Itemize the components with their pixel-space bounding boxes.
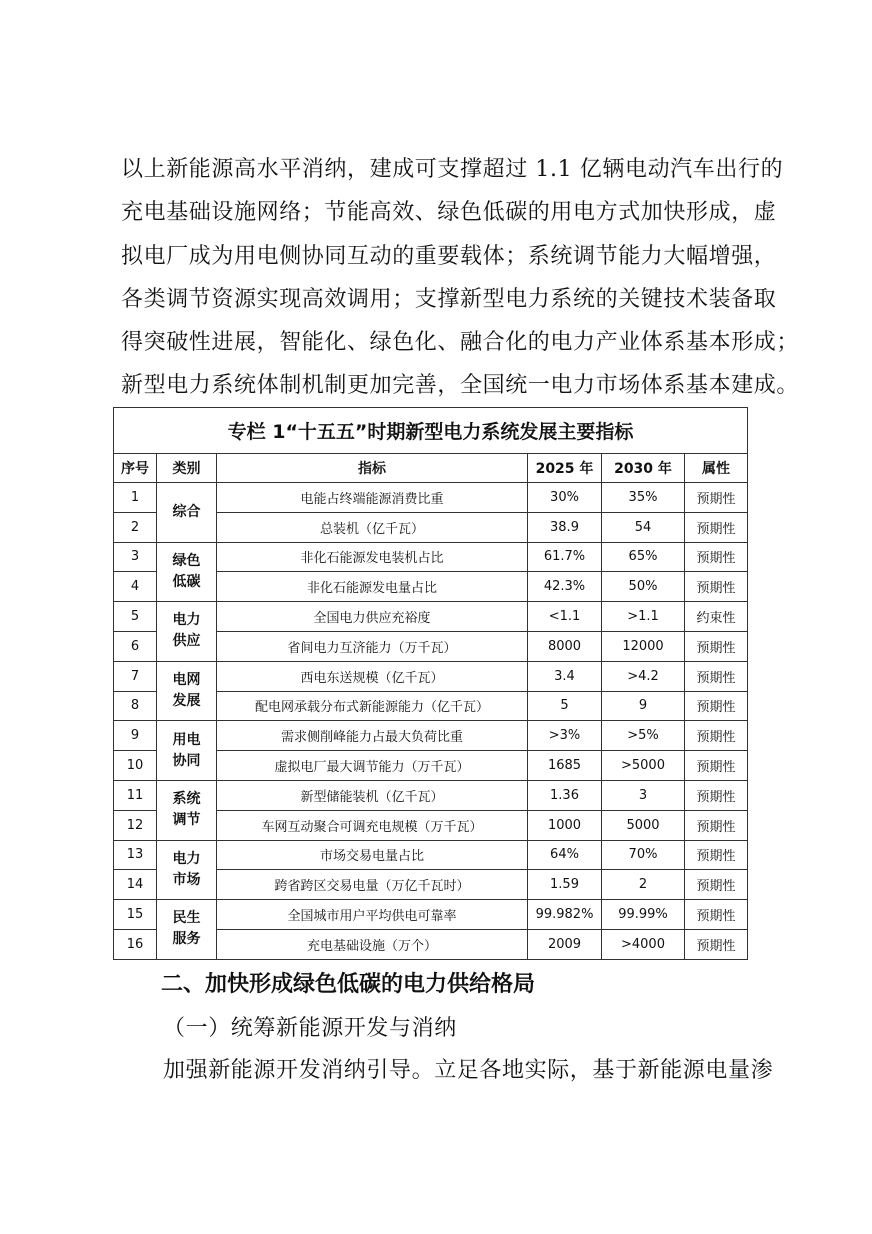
row-value-2025: 1.36: [528, 780, 602, 810]
row-category: 用电 协同: [157, 721, 217, 781]
row-value-2025: 1.59: [528, 870, 602, 900]
row-value-2025: 42.3%: [528, 572, 602, 602]
row-attribute: 预期性: [685, 631, 748, 661]
row-number: 5: [114, 602, 157, 632]
row-number: 12: [114, 810, 157, 840]
closing-line: 加强新能源开发消纳引导。立足各地实际，基于新能源电量渗: [163, 1058, 774, 1083]
row-value-2025: 38.9: [528, 512, 602, 542]
text-line: 拟电厂成为用电侧协同互动的重要载体；系统调节能力大幅增强，: [121, 243, 777, 269]
row-indicator: 需求侧削峰能力占最大负荷比重: [217, 721, 528, 751]
intro-paragraph: [121, 148, 800, 408]
row-attribute: 预期性: [685, 900, 748, 930]
row-attribute: 预期性: [685, 751, 748, 781]
row-number: 7: [114, 661, 157, 691]
row-value-2030: 5000: [602, 810, 685, 840]
row-number: 8: [114, 691, 157, 721]
table-row: [114, 542, 748, 572]
text-line: 新型电力系统体制机制更加完善，全国统一电力市场体系基本建成。: [121, 373, 800, 399]
text-line: 以上新能源高水平消纳，建成可支撑超过 1.1 亿辆电动汽车出行的: [121, 157, 784, 182]
row-indicator: 总装机（亿千瓦）: [217, 512, 528, 542]
row-value-2025: 1000: [528, 810, 602, 840]
table-header-row: [114, 454, 748, 483]
row-number: 13: [114, 840, 157, 870]
row-value-2025: >3%: [528, 721, 602, 751]
row-number: 10: [114, 751, 157, 781]
row-attribute: 预期性: [685, 840, 748, 870]
row-category: 民生 服务: [157, 900, 217, 960]
row-value-2030: >5%: [602, 721, 685, 751]
table-row: [114, 780, 748, 810]
row-attribute: 约束性: [685, 602, 748, 632]
row-value-2025: 30%: [528, 483, 602, 513]
row-indicator: 全国城市用户平均供电可靠率: [217, 900, 528, 930]
row-indicator: 车网互动聚合可调充电规模（万千瓦）: [217, 810, 528, 840]
row-category: 绿色 低碳: [157, 542, 217, 602]
row-indicator: 跨省跨区交易电量（万亿千瓦时）: [217, 870, 528, 900]
row-value-2025: 8000: [528, 631, 602, 661]
row-indicator: 非化石能源发电装机占比: [217, 542, 528, 572]
row-value-2025: 64%: [528, 840, 602, 870]
row-indicator: 西电东送规模（亿千瓦）: [217, 661, 528, 691]
table-row: [114, 483, 748, 513]
row-category: 电网 发展: [157, 661, 217, 721]
row-number: 6: [114, 631, 157, 661]
row-attribute: 预期性: [685, 870, 748, 900]
row-value-2030: 2: [602, 870, 685, 900]
row-indicator: 配电网承载分布式新能源能力（亿千瓦）: [217, 691, 528, 721]
row-attribute: 预期性: [685, 572, 748, 602]
row-indicator: 虚拟电厂最大调节能力（万千瓦）: [217, 751, 528, 781]
row-attribute: 预期性: [685, 810, 748, 840]
row-attribute: 预期性: [685, 721, 748, 751]
row-indicator: 全国电力供应充裕度: [217, 602, 528, 632]
row-attribute: 预期性: [685, 483, 748, 513]
table-row: [114, 602, 748, 632]
row-value-2030: 9: [602, 691, 685, 721]
row-indicator: 电能占终端能源消费比重: [217, 483, 528, 513]
row-value-2025: 3.4: [528, 661, 602, 691]
row-value-2030: 35%: [602, 483, 685, 513]
header-no: 序号: [114, 454, 157, 483]
row-value-2030: 70%: [602, 840, 685, 870]
row-value-2025: 5: [528, 691, 602, 721]
row-value-2025: 99.982%: [528, 900, 602, 930]
row-value-2025: <1.1: [528, 602, 602, 632]
row-indicator: 非化石能源发电量占比: [217, 572, 528, 602]
row-value-2030: >4.2: [602, 661, 685, 691]
row-number: 2: [114, 512, 157, 542]
row-number: 14: [114, 870, 157, 900]
header-category: 类别: [157, 454, 217, 483]
header-2030: 2030 年: [602, 454, 685, 483]
row-attribute: 预期性: [685, 512, 748, 542]
row-value-2030: 12000: [602, 631, 685, 661]
row-number: 9: [114, 721, 157, 751]
table-row: [114, 661, 748, 691]
row-value-2030: 65%: [602, 542, 685, 572]
table-row: [114, 721, 748, 751]
table-caption: 专栏 1“十五五”时期新型电力系统发展主要指标: [114, 408, 748, 454]
row-attribute: 预期性: [685, 691, 748, 721]
row-category: 综合: [157, 483, 217, 543]
row-number: 16: [114, 929, 157, 959]
row-indicator: 充电基础设施（万个）: [217, 929, 528, 959]
text-line: 各类调节资源实现高效调用；支撑新型电力系统的关键技术装备取: [121, 286, 777, 312]
row-value-2025: 2009: [528, 929, 602, 959]
row-category: 电力 供应: [157, 602, 217, 662]
row-value-2030: 50%: [602, 572, 685, 602]
header-2025: 2025 年: [528, 454, 602, 483]
row-attribute: 预期性: [685, 780, 748, 810]
row-value-2025: 1685: [528, 751, 602, 781]
row-category: 系统 调节: [157, 780, 217, 840]
row-number: 15: [114, 900, 157, 930]
row-indicator: 市场交易电量占比: [217, 840, 528, 870]
row-indicator: 新型储能装机（亿千瓦）: [217, 780, 528, 810]
table-row: [114, 840, 748, 870]
header-attr: 属性: [685, 454, 748, 483]
row-value-2030: 54: [602, 512, 685, 542]
row-value-2030: >4000: [602, 929, 685, 959]
header-indicator: 指标: [217, 454, 528, 483]
row-number: 11: [114, 780, 157, 810]
row-value-2030: >1.1: [602, 602, 685, 632]
section-heading: 二、加快形成绿色低碳的电力供给格局: [161, 972, 536, 997]
row-attribute: 预期性: [685, 661, 748, 691]
row-category: 电力 市场: [157, 840, 217, 900]
row-number: 1: [114, 483, 157, 513]
row-value-2030: 99.99%: [602, 900, 685, 930]
row-value-2030: >5000: [602, 751, 685, 781]
row-attribute: 预期性: [685, 929, 748, 959]
row-indicator: 省间电力互济能力（万千瓦）: [217, 631, 528, 661]
row-value-2030: 3: [602, 780, 685, 810]
text-line: 充电基础设施网络；节能高效、绿色低碳的用电方式加快形成，虚: [121, 200, 777, 226]
table-row: [114, 900, 748, 930]
row-value-2025: 61.7%: [528, 542, 602, 572]
indicator-table: [113, 407, 748, 960]
row-number: 4: [114, 572, 157, 602]
subsection-heading: （一）统筹新能源开发与消纳: [163, 1016, 457, 1041]
row-attribute: 预期性: [685, 542, 748, 572]
row-number: 3: [114, 542, 157, 572]
text-line: 得突破性进展，智能化、绿色化、融合化的电力产业体系基本形成；: [121, 330, 800, 356]
